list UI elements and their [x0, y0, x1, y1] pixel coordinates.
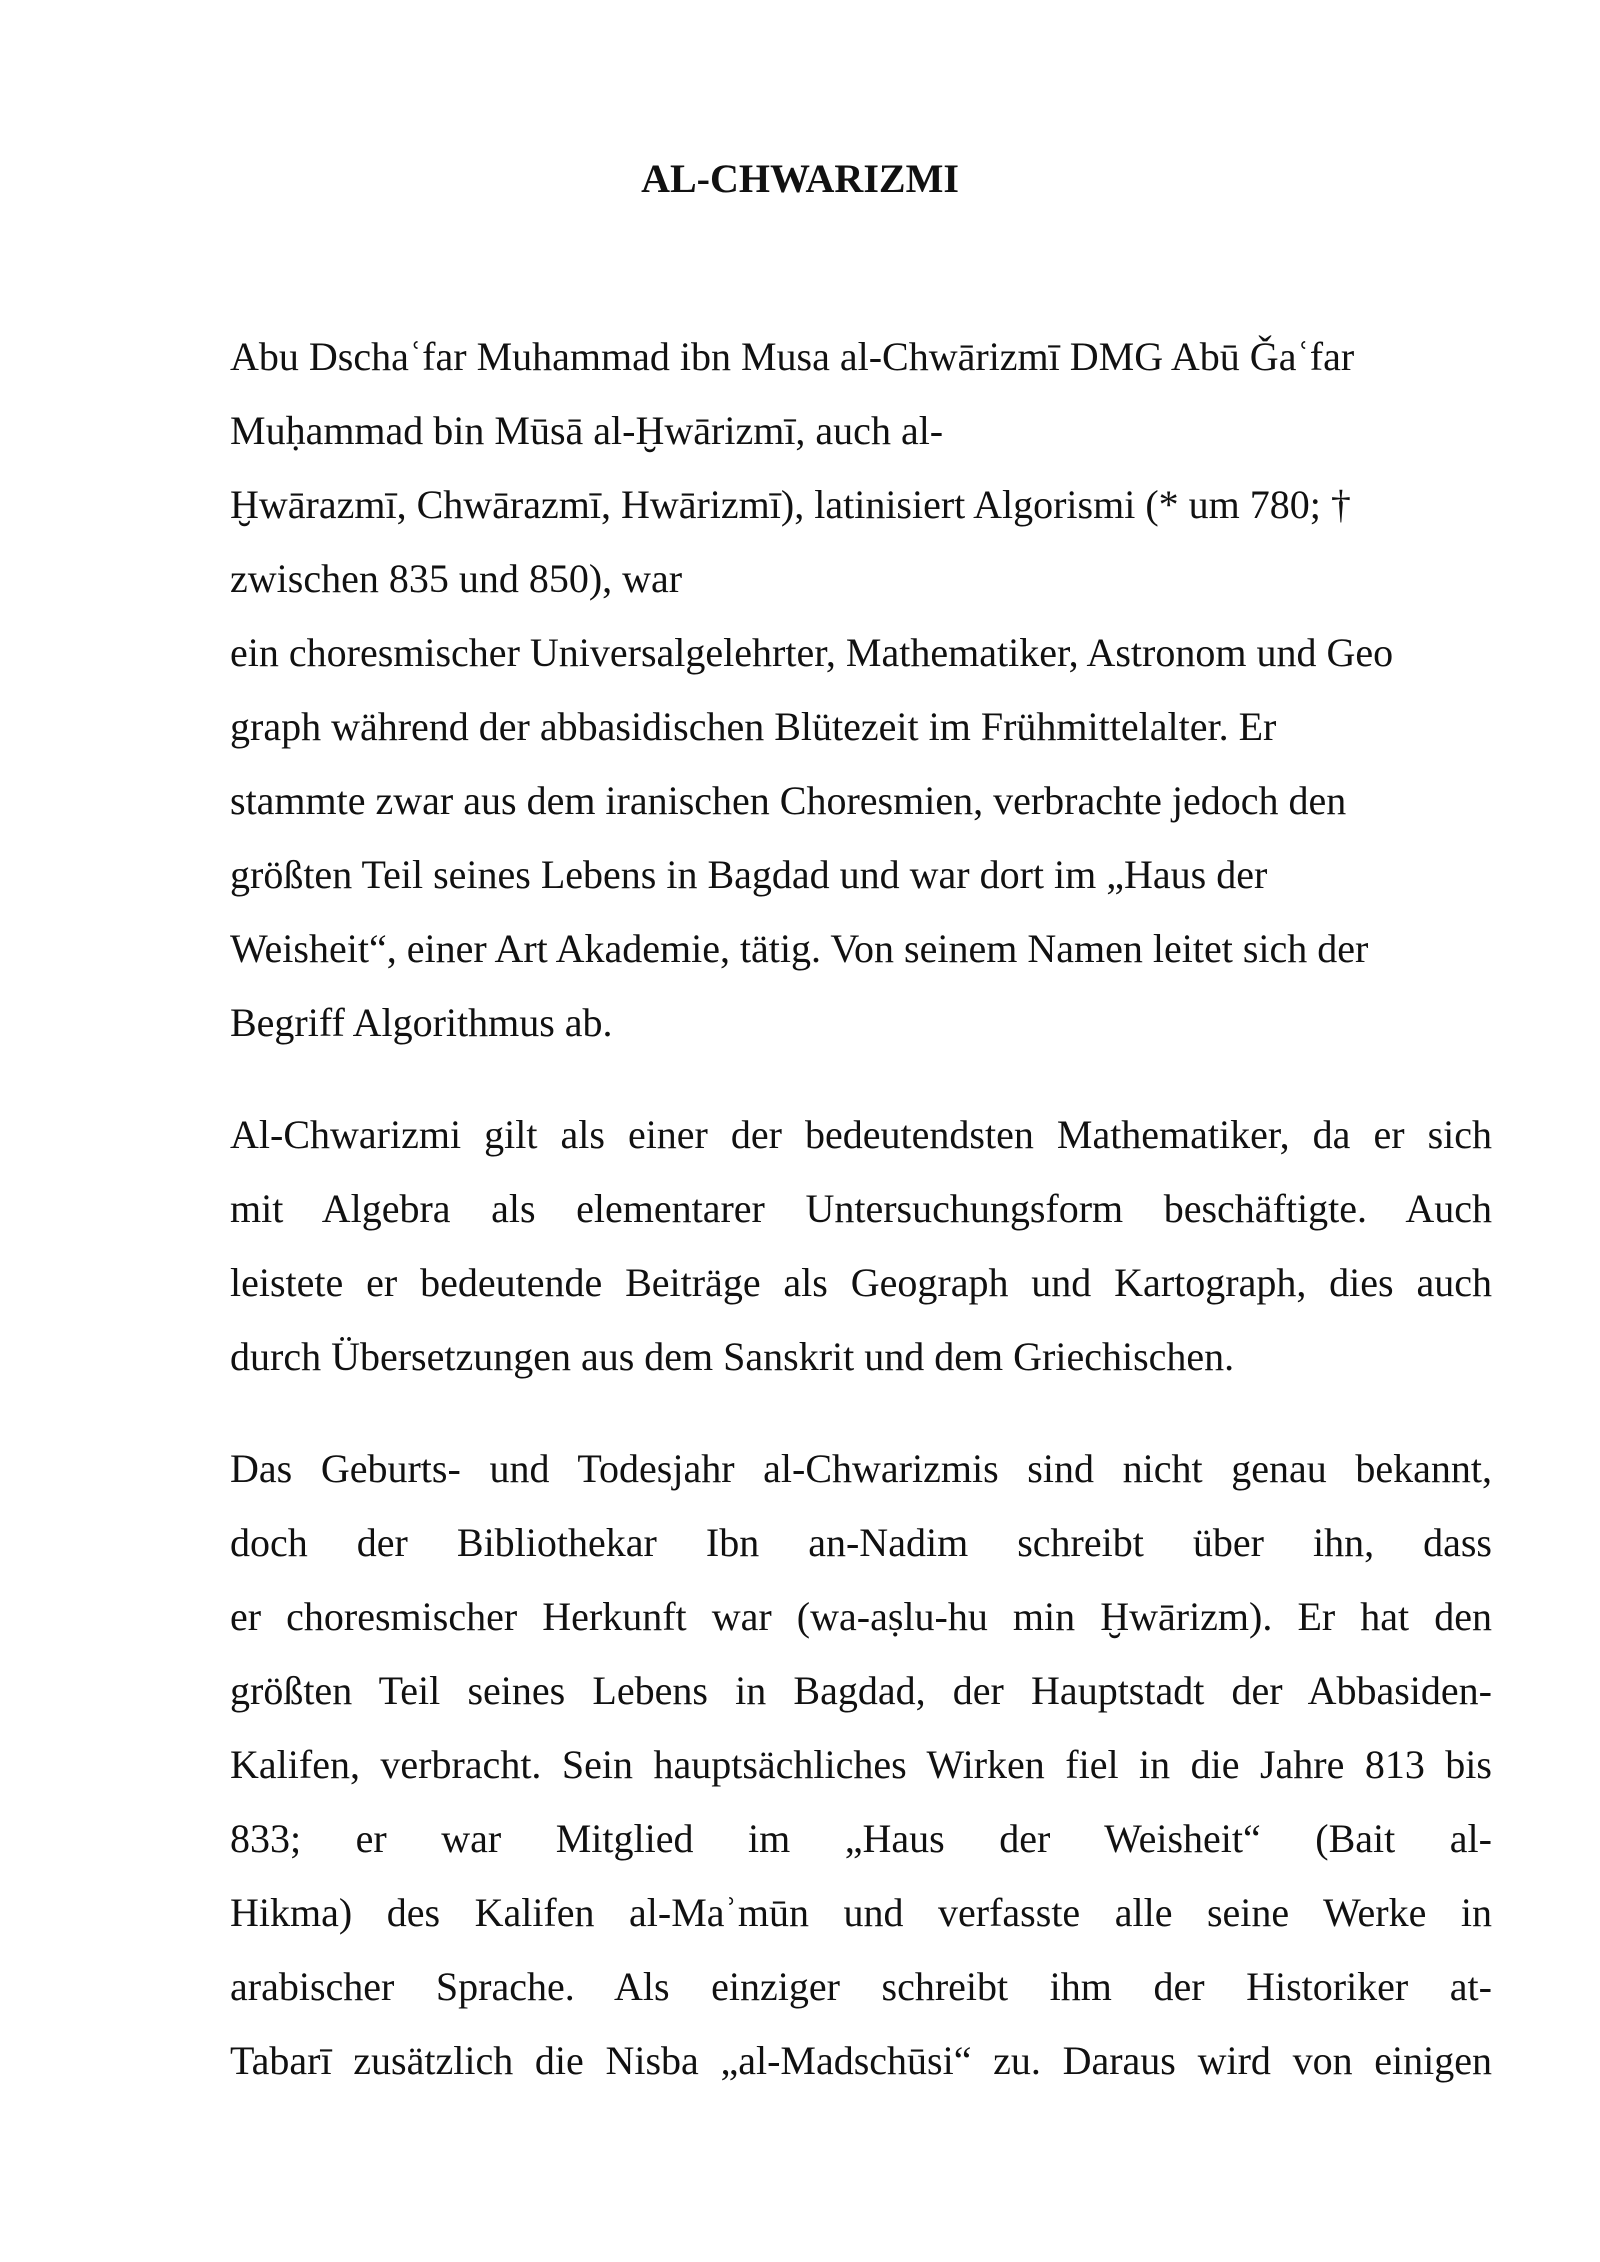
text-line: stammte zwar aus dem iranischen Choresmien, verbrachte jedoch den: [230, 778, 1347, 823]
text-line: mit Algebra als elementarer Untersuchungsform beschäftigte. Auch: [230, 1186, 1492, 1231]
text-line: er choresmischer Herkunft war (wa-aṣlu-hu min Ḫwārizm). Er hat den: [230, 1594, 1492, 1639]
text-line: 833; er war Mitglied im „Haus der Weisheit“ (Bait al-: [230, 1816, 1492, 1861]
text-line: Das Geburts- und Todesjahr al-Chwarizmis sind nicht genau bekannt,: [230, 1446, 1492, 1491]
text-line: durch Übersetzungen aus dem Sanskrit und dem Griechischen.: [230, 1334, 1235, 1379]
paragraph-2: [230, 1098, 1492, 1394]
text-line: zwischen 835 und 850), war: [230, 556, 683, 601]
text-line: Hikma) des Kalifen al-Maʾmūn und verfasste alle seine Werke in: [230, 1890, 1492, 1935]
text-line: Ḫwārazmī, Chwārazmī, Hwārizmī), latinisiert Algorismi (* um 780; †: [230, 482, 1351, 527]
paragraph-spacing: [230, 1060, 1492, 1098]
text-line: doch der Bibliothekar Ibn an-Nadim schreibt über ihn, dass: [230, 1520, 1492, 1565]
text-line: Abu Dschaʿfar Muhammad ibn Musa al-Chwārizmī DMG Abū Ǧaʿfar: [230, 334, 1355, 379]
text-line: Begriff Algorithmus ab.: [230, 1000, 613, 1045]
paragraph-spacing: [230, 1394, 1492, 1432]
text-line: Muḥammad bin Mūsā al-Ḫwārizmī, auch al-: [230, 408, 944, 453]
text-line: größten Teil seines Lebens in Bagdad und war dort im „Haus der: [230, 852, 1268, 897]
text-line: arabischer Sprache. Als einziger schreibt ihm der Historiker at-: [230, 1964, 1492, 2009]
text-line: größten Teil seines Lebens in Bagdad, der Hauptstadt der Abbasiden-: [230, 1668, 1492, 1713]
document-body: [230, 320, 1492, 2098]
page-title: AL-CHWARIZMI: [641, 156, 959, 201]
text-line: Tabarī zusätzlich die Nisba „al-Madschūsi“ zu. Daraus wird von einigen: [230, 2038, 1492, 2083]
text-line: Kalifen, verbracht. Sein hauptsächliches Wirken fiel in die Jahre 813 bis: [230, 1742, 1492, 1787]
paragraph-3: [230, 1432, 1492, 2098]
text-line: Weisheit“, einer Art Akademie, tätig. Von seinem Namen leitet sich der: [230, 926, 1369, 971]
text-line: Al-Chwarizmi gilt als einer der bedeutendsten Mathematiker, da er sich: [230, 1112, 1492, 1157]
text-line: ein choresmischer Universalgelehrter, Mathematiker, Astronom und Geo: [230, 630, 1394, 675]
text-line: graph während der abbasidischen Blütezeit im Frühmittelalter. Er: [230, 704, 1277, 749]
text-line: leistete er bedeutende Beiträge als Geograph und Kartograph, dies auch: [230, 1260, 1492, 1305]
paragraph-1: [230, 320, 1492, 1060]
